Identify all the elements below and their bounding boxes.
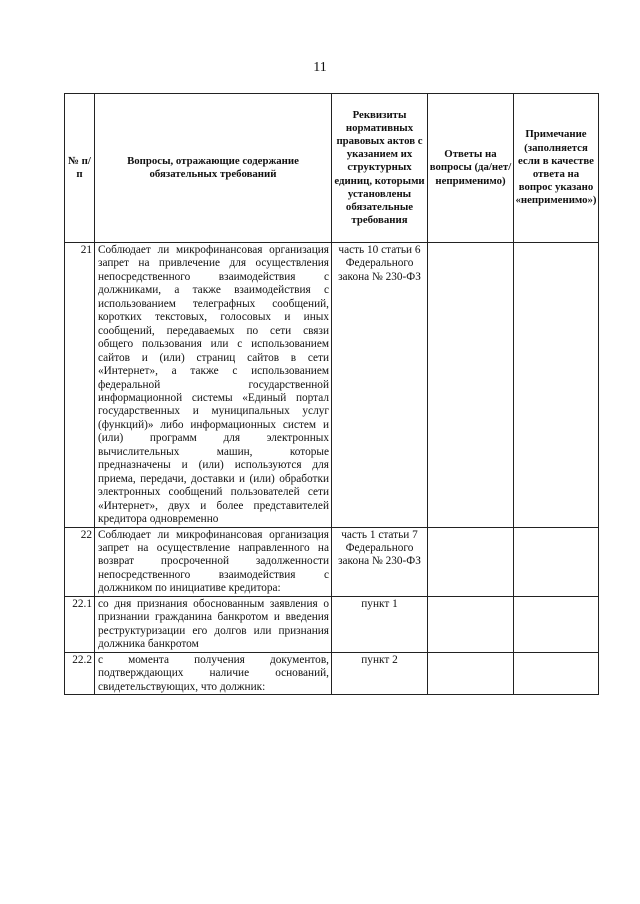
header-number: № п/п	[65, 94, 95, 243]
table-row	[65, 596, 599, 652]
table-header-row	[65, 94, 599, 243]
requirements-table	[64, 93, 599, 695]
row-question: Соблюдает ли микрофинансовая организация запрет на привлечение для осуществления непосредственного взаимодействия с должниками, а также взаимодействия с использованием телеграфных сообщений, коротких текстовых, голосовых и иных сообщений, передаваемых по сети связи общего пользования или с использованием сайтов и (или) страниц сайтов в сети «Интернет», а также с использованием федеральной государственной информационной системы «Единый портал государственных и муниципальных услуг (функций)» либо информационных систем и (или) программ для электронных вычислительных машин, которые предназначены и (или) используются для приема, передачи, доставки и (или) обработки электронных сообщений пользователей сети «Интернет», двух и более представителей кредитора одновременно	[95, 243, 332, 528]
row-note-cell[interactable]	[514, 652, 599, 694]
row-legal-reference: часть 10 статьи 6 Федерального закона № 230-ФЗ	[332, 243, 428, 528]
row-question: со дня признания обоснованным заявления о признании гражданина банкротом и введения реструктуризации его долгов или признания должника банкротом	[95, 596, 332, 652]
header-question: Вопросы, отражающие содержание обязательных требований	[95, 94, 332, 243]
page-number: 11	[313, 60, 327, 75]
row-answer-cell[interactable]	[428, 652, 514, 694]
table-row	[65, 243, 599, 528]
header-legal-acts: Реквизиты нормативных правовых актов с указанием их структурных единиц, которыми установлены обязательные требования	[332, 94, 428, 243]
row-question: Соблюдает ли микрофинансовая организация запрет на осуществление направленного на возврат просроченной задолженности непосредственного взаимодействия с должником по инициативе кредитора:	[95, 527, 332, 596]
row-answer-cell[interactable]	[428, 596, 514, 652]
row-number: 22	[65, 527, 95, 596]
table-row	[65, 527, 599, 596]
row-answer-cell[interactable]	[428, 527, 514, 596]
table-row	[65, 652, 599, 694]
row-answer-cell[interactable]	[428, 243, 514, 528]
row-legal-reference: часть 1 статьи 7 Федерального закона № 230-ФЗ	[332, 527, 428, 596]
row-question: с момента получения документов, подтверждающих наличие оснований, свидетельствующих, что должник:	[95, 652, 332, 694]
row-number: 22.1	[65, 596, 95, 652]
row-note-cell[interactable]	[514, 243, 599, 528]
row-number: 22.2	[65, 652, 95, 694]
row-legal-reference: пункт 2	[332, 652, 428, 694]
header-answers: Ответы на вопросы (да/нет/ неприменимо)	[428, 94, 514, 243]
row-note-cell[interactable]	[514, 596, 599, 652]
row-number: 21	[65, 243, 95, 528]
row-note-cell[interactable]	[514, 527, 599, 596]
header-note: Примечание (заполняется если в качестве ответа на вопрос указано «неприменимо»)	[514, 94, 599, 243]
row-legal-reference: пункт 1	[332, 596, 428, 652]
